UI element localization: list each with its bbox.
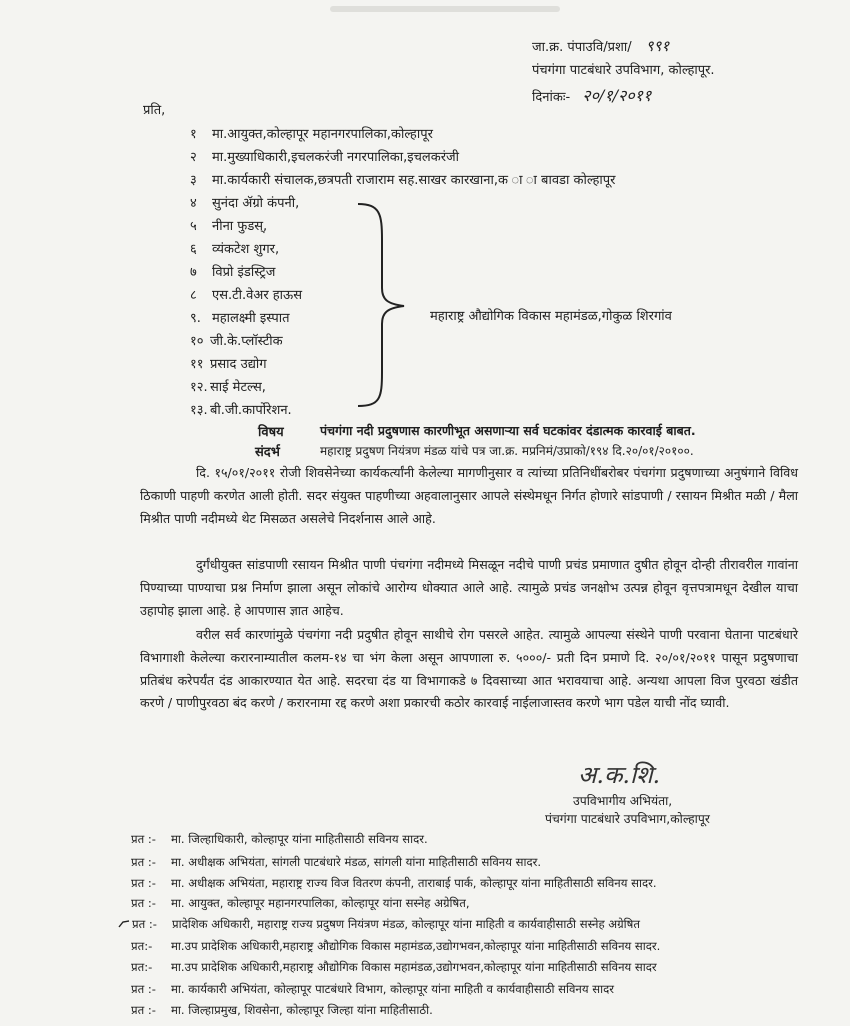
- copy-to-item: प्रत :- मा. अधीक्षक अभियंता, सांगली पाटबंधारे मंडळ, सांगली यांना माहितीसाठी सविनय सादर.: [131, 855, 542, 869]
- signatory-office: पंचगंगा पाटबंधारे उपविभाग,कोल्हापूर: [545, 812, 710, 826]
- company-item: ९. महालक्ष्मी इस्पात: [190, 311, 290, 326]
- reference-label: संदर्भ: [255, 445, 280, 460]
- recipient-item: २ मा.मुख्याधिकारी,इचलकरंजी नगरपालिका,इचलकरंजी: [190, 150, 460, 165]
- reference-text: महाराष्ट्र प्रदुषण नियंत्रण मंडळ यांचे पत्र जा.क्र. मप्रनिमं/उप्राको/१९४ दि.२०/०१/२०१००.: [320, 444, 694, 458]
- copy-to-item: प्रत :- प्रादेशिक अधिकारी, महाराष्ट्र राज्य प्रदुषण नियंत्रण मंडळ, कोल्हापूर यांना माहिती व कार्यवाहीसाठी सस्नेह अग्रेषित: [118, 917, 640, 932]
- company-item: ६ व्यंकटेश शुगर,: [190, 242, 280, 257]
- recipient-item: १ मा.आयुक्त,कोल्हापूर महानगरपालिका,कोल्हापूर: [190, 127, 433, 142]
- company-item: १० जी.के.प्लॉस्टीक: [190, 334, 283, 349]
- copy-to-item: प्रत:- मा.उप प्रादेशिक अधिकारी,महाराष्ट्र औद्योगिक विकास महामंडळ,उद्योगभवन,कोल्हापूर यांना माहितीसाठी सविनय सादर.: [131, 939, 661, 953]
- date-handwritten: २०/१/२०११: [582, 86, 652, 105]
- company-item: १३. बी.जी.कार्पोरेशन.: [190, 403, 292, 418]
- company-item: ११ प्रसाद उद्योग: [190, 357, 267, 372]
- reference-number-handwritten: ९९१: [645, 37, 670, 55]
- date-label: दिनांकः-: [532, 90, 571, 105]
- copy-to-item: प्रत:- मा.उप प्रादेशिक अधिकारी,महाराष्ट्र औद्योगिक विकास महामंडळ,उद्योगभवन,कोल्हापूर यांना माहितीसाठी सविनय सादर: [131, 960, 657, 974]
- copy-to-item: प्रत :- मा. जिल्हाप्रमुख, शिवसेना, कोल्हापूर जिल्हा यांना माहितीसाठी.: [131, 1003, 433, 1017]
- copy-to-item: प्रत :- मा. जिल्हाधिकारी, कोल्हापूर यांना माहितीसाठी सविनय सादर.: [131, 832, 428, 846]
- tick-mark-icon: [118, 919, 130, 931]
- prati-label: प्रति,: [143, 103, 166, 118]
- company-item: ७ विप्रो इंडस्ट्रिज: [190, 265, 276, 280]
- issuing-office: पंचगंगा पाटबंधारे उपविभाग, कोल्हापूर.: [532, 63, 715, 78]
- company-item: ५ नीना फुडस्,: [190, 219, 268, 234]
- scan-smudge: [330, 6, 560, 12]
- body-paragraph: दि. १५/०१/२०११ रोजी शिवसेनेच्या कार्यकर्त्यांनी केलेल्या मागणीनुसार व त्यांच्या प्रतिनिधींबरोबर पंचगंगा प्रदुषणाच्या अनुषंगाने विविध ठिकाणी पाहणी करणेत आली होती. सदर संयुक्त पाहणीच्या अहवालानुसार आपले संस्थेमधून निर्गत होणारे सांडपाणी / रसायन मिश्रीत मळी / मैला मिश्रीत पाणी नदीमध्ये थेट मिसळत असलेचे निदर्शनास आले आहे.: [140, 465, 798, 526]
- company-item: ४ सुनंदा ॲग्रो कंपनी,: [190, 196, 300, 211]
- letter-date: [532, 84, 651, 106]
- curly-brace-icon: [352, 200, 412, 410]
- body-paragraph: दुर्गंधीयुक्त सांडपाणी रसायन मिश्रीत पाणी पंचगंगा नदीमध्ये मिसळून नदीचे पाणी प्रचंड प्रमाणात दुषीत होवून दोन्ही तीरावरील गावांना पिण्याच्या पाण्याचा प्रश्न निर्माण झाला असून लोकांचे आरोग्य धोक्यात आले आहे. त्यामुळे प्रचंड जनक्षोभ उत्पन्न होवून वृत्तपत्रामधून देखील याचा उहापोह झाला आहे. हे आपणास ज्ञात आहेच.: [140, 557, 798, 618]
- reference-number-text: जा.क्र. पंपाउवि/प्रशा/: [532, 40, 632, 55]
- company-item: १२. साई मेटल्स,: [190, 380, 266, 395]
- signatory-designation: उपविभागीय अभियंता,: [573, 794, 673, 808]
- signature-handwritten: अ.क.शि.: [578, 761, 661, 789]
- copy-to-item: प्रत :- मा. कार्यकारी अभियंता, कोल्हापूर पाटबंधारे विभाग, कोल्हापूर यांना माहिती व कार्यवाहीसाठी सविनय सादर: [131, 982, 614, 996]
- company-group-label: महाराष्ट्र औद्योगिक विकास महामंडळ,गोकुळ शिरगांव: [430, 309, 672, 324]
- recipient-item: ३ मा.कार्यकारी संचालक,छत्रपती राजाराम सह.साखर कारखाना,क ा ा बावडा कोल्हापूर: [190, 173, 616, 188]
- subject-text: पंचगंगा नदी प्रदुषणास कारणीभूत असणाऱ्या सर्व घटकांवर दंडात्मक कारवाई बाबत.: [320, 423, 696, 438]
- copy-to-item: प्रत :- मा. आयुक्त, कोल्हापूर महानगरपालिका, कोल्हापूर यांना सस्नेह अग्रेषित,: [131, 896, 470, 910]
- company-item: ८ एस.टी.वेअर हाऊस: [190, 288, 303, 303]
- copy-to-item: प्रत :- मा. अधीक्षक अभियंता, महाराष्ट्र राज्य विज वितरण कंपनी, ताराबाई पार्क, कोल्हापूर यांना माहितीसाठी सविनय सादर.: [131, 876, 657, 890]
- reference-number: [532, 36, 669, 56]
- body-paragraph: वरील सर्व कारणांमुळे पंचगंगा नदी प्रदुषीत होवून साथीचे रोग पसरले आहेत. त्यामुळे आपल्या संस्थेने पाणी परवाना घेताना पाटबंधारे विभागाशी केलेल्या करारनाम्यातील कलम-१४ चा भंग केला असून आपणाला रु. ५०००/- प्रती दिन प्रमाणे दि. २०/०१/२०११ पासून प्रदुषणाचा प्रतिबंध करेपर्यंत दंड आकारण्यात येत आहे. सदरचा दंड या विभागाकडे ७ दिवसाच्या आत भरावयाचा आहे. अन्यथा आपला विज पुरवठा खंडीत करणे / पाणीपुरवठा बंद करणे / करारनामा रद्द करणे अशा प्रकारची कठोर कारवाई नाईलाजास्तव करणे भाग पडेल याची नोंद घ्यावी.: [140, 627, 799, 711]
- subject-label: विषय: [258, 425, 284, 440]
